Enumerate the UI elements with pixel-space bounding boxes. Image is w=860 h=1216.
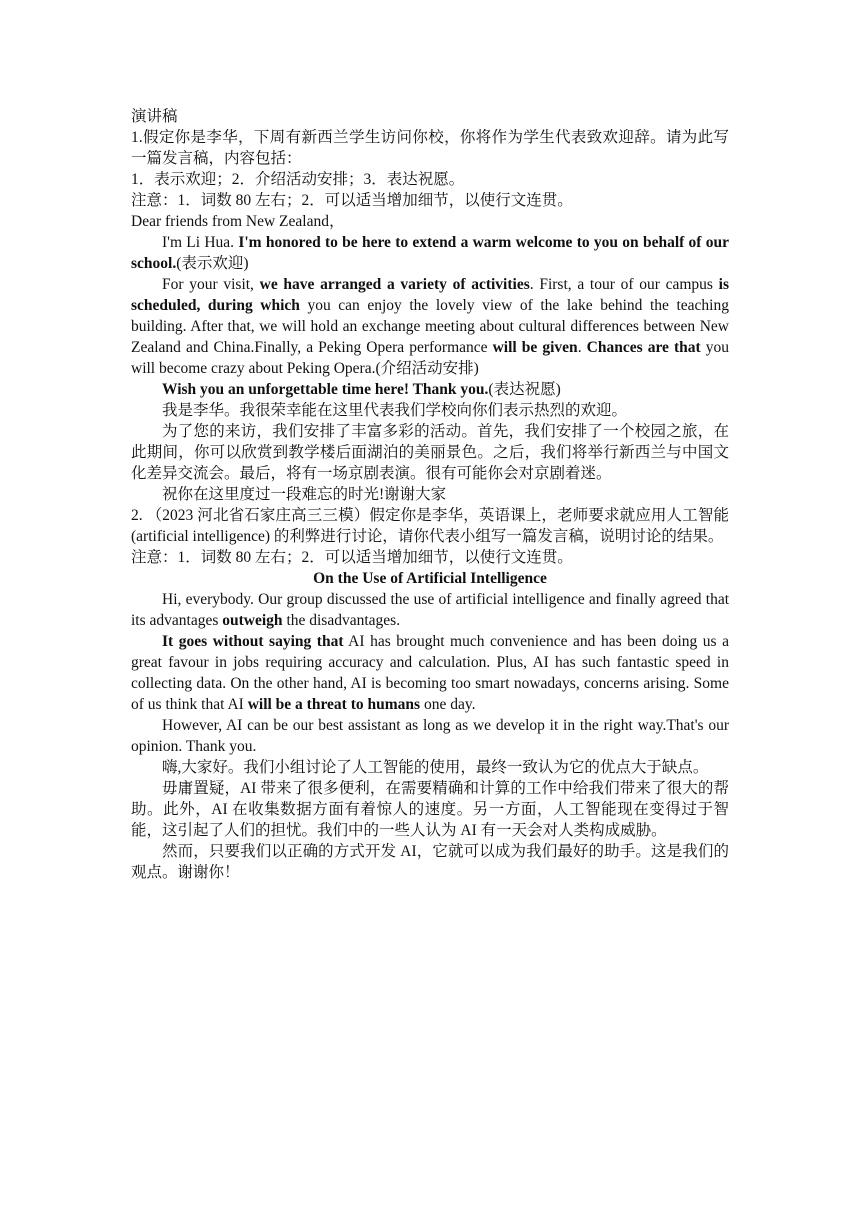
text-run: .: [577, 339, 587, 356]
bold-phrase: will be given: [492, 339, 578, 356]
task1-paragraph-3: [131, 379, 729, 400]
text-run: you can enjoy the lovely view of the lake behind the teaching building. After that, we will hold an exchange meeting about cultural differences between New Zealand and China.Finally, a Peking Opera performance: [131, 297, 729, 356]
text-run: . First, a tour of our campus: [529, 276, 719, 293]
task2-translation-3: 然而，只要我们以正确的方式开发 AI，它就可以成为我们最好的助手。这是我们的观点。谢谢你！: [131, 843, 729, 881]
task2-title: On the Use of Artificial Intelligence: [313, 570, 547, 587]
task2-paragraph-2: [131, 631, 729, 715]
bold-phrase: we have arranged a variety of activities: [259, 276, 530, 293]
bold-phrase: Chances are that: [586, 339, 701, 356]
text-run: (表达祝愿): [488, 381, 561, 398]
task1-paragraph-1: [131, 232, 729, 274]
text-run: I'm Li Hua.: [162, 234, 239, 251]
text-run: Hi, everybody. Our group discussed the use of artificial intelligence and finally agreed that its advantages: [131, 591, 729, 629]
text-run: one day.: [420, 696, 476, 713]
bold-phrase: It goes without saying that: [162, 633, 344, 650]
text-run: (表示欢迎): [176, 255, 249, 272]
bold-phrase: outweigh: [222, 612, 283, 629]
task2-note: 注意：1．词数 80 左右；2．可以适当增加细节，以使行文连贯。: [131, 549, 573, 566]
doc-title: 演讲稿: [131, 108, 178, 125]
document-page: [131, 106, 729, 883]
task2-translation-1: 嗨,大家好。我们小组讨论了人工智能的使用，最终一致认为它的优点大于缺点。: [162, 759, 709, 776]
task2-paragraph-1: [131, 589, 729, 631]
task1-note: 注意：1．词数 80 左右；2．可以适当增加细节，以使行文连贯。: [131, 192, 573, 209]
task2-paragraph-3: However, AI can be our best assistant as long as we develop it in the right way.That's our opinion. Thank you.: [131, 717, 729, 755]
task1-greeting: Dear friends from New Zealand，: [131, 213, 345, 230]
task2-prompt: 2. （2023 河北省石家庄高三三模）假定你是李华，英语课上，老师要求就应用人工智能(artificial intelligence) 的利弊进行讨论，请你代表小组写一篇发言稿，说明讨论的结果。: [131, 507, 729, 545]
text-run: the disadvantages.: [282, 612, 401, 629]
text-run: For your visit,: [162, 276, 260, 293]
task1-translation-3: 祝你在这里度过一段难忘的时光!谢谢大家: [162, 486, 447, 503]
task1-points: 1．表示欢迎；2．介绍活动安排；3．表达祝愿。: [131, 171, 465, 188]
task1-translation-2: 为了您的来访，我们安排了丰富多彩的活动。首先，我们安排了一个校园之旅，在此期间，你可以欣赏到教学楼后面湖泊的美丽景色。之后，我们将举行新西兰与中国文化差异交流会。最后，将有一场京剧表演。很有可能你会对京剧着迷。: [131, 423, 729, 482]
text-run: you will become crazy about Peking Opera.(介绍活动安排): [131, 339, 730, 377]
task2-translation-2: 毋庸置疑，AI 带来了很多便利，在需要精确和计算的工作中给我们带来了很大的帮助。此外，AI 在收集数据方面有着惊人的速度。另一方面，人工智能现在变得过于智能，这引起了人们的担忧。我们中的一些人认为 AI 有一天会对人类构成威胁。: [131, 780, 729, 839]
task1-translation-1: 我是李华。我很荣幸能在这里代表我们学校向你们表示热烈的欢迎。: [162, 402, 628, 419]
task1-prompt: 1.假定你是李华，下周有新西兰学生访问你校，你将作为学生代表致欢迎辞。请为此写一篇发言稿，内容包括：: [131, 129, 729, 167]
bold-phrase: will be a threat to humans: [247, 696, 421, 713]
bold-phrase: Wish you an unforgettable time here! Thank you.: [162, 381, 489, 398]
bold-phrase: I'm honored to be here to extend a warm welcome to you on behalf of our school.: [131, 234, 729, 272]
bold-phrase: is scheduled, during which: [131, 276, 729, 314]
task1-paragraph-2: [131, 274, 729, 379]
text-run: AI has brought much convenience and has been doing us a great favour in jobs requiring accuracy and calculation. Plus, AI has such fantastic speed in collecting data. On the other hand, AI is becoming too smart nowadays, concerns arising. Some of us think that AI: [131, 633, 729, 713]
